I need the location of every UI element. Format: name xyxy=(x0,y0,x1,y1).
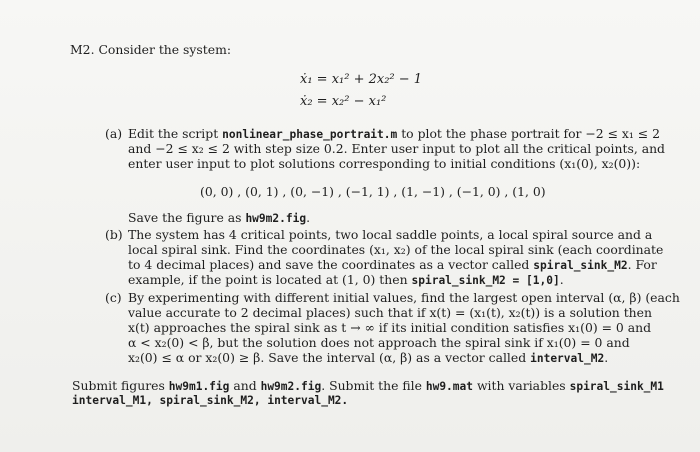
part-a-text: Save the figure as xyxy=(128,210,246,225)
part-a-text: to plot the phase portrait for −2 ≤ x₁ ≤ 2 xyxy=(397,126,661,141)
part-a-text: Edit the script xyxy=(128,126,223,141)
part-c-line-2: value accurate to 2 decimal places) such that if x(t) = (x₁(t), x₂(t)) is a solution then xyxy=(128,305,652,320)
part-c-line-1: By experimenting with different initial values, find the largest open interval (α, β) (each xyxy=(128,290,680,305)
mat-filename: hw9.mat xyxy=(425,380,473,393)
problem-heading: M2. Consider the system: xyxy=(70,42,231,57)
submit-text: with variables xyxy=(473,378,570,393)
part-a-line-1 xyxy=(128,126,660,142)
variable-name: interval_M2 xyxy=(530,352,605,365)
part-b-line-2: local spiral sink. Find the coordinates (x₁, x₂) of the local spiral sink (each coordinate xyxy=(128,242,664,257)
submit-line-2: interval_M1, spiral_sink_M2, interval_M2. xyxy=(72,394,349,407)
part-b-label: (b) xyxy=(105,227,123,242)
part-c-text: . xyxy=(604,350,609,365)
part-b-line-1: The system has 4 critical points, two local saddle points, a local spiral source and a xyxy=(128,227,653,242)
equation-2: ẋ₂ = x₂² − x₁² xyxy=(300,94,387,109)
part-c-line-5 xyxy=(128,350,608,366)
part-a-save-line xyxy=(128,210,310,226)
part-c-text: x₂(0) ≤ α or x₂(0) ≥ β. Save the interval (α, β) as a vector called xyxy=(128,350,531,365)
initial-conditions-list: (0, 0) , (0, 1) , (0, −1) , (−1, 1) , (1, −1) , (−1, 0) , (1, 0) xyxy=(200,184,546,199)
part-a-line-3: enter user input to plot solutions corresponding to initial conditions (x₁(0), x₂(0)): xyxy=(128,156,641,171)
figure-filename: hw9m1.fig xyxy=(168,380,230,393)
figure-filename: hw9m2.fig xyxy=(260,380,322,393)
variable-name: spiral_sink_M1 xyxy=(569,380,664,393)
part-a-label: (a) xyxy=(105,126,123,141)
figure-filename: hw9m2.fig xyxy=(245,212,307,225)
part-b-text: example, if the point is located at (1, 0) then xyxy=(128,272,412,287)
part-c-line-3: x(t) approaches the spiral sink as t → ∞ if its initial condition satisfies x₁(0) = 0 and xyxy=(128,320,652,335)
part-b-text: . For xyxy=(627,257,657,272)
part-b-text: . xyxy=(559,272,564,287)
script-name: nonlinear_phase_portrait.m xyxy=(222,128,398,141)
variable-name: spiral_sink_M2 xyxy=(533,259,628,272)
part-b-text: to 4 decimal places) and save the coordinates as a vector called xyxy=(128,257,534,272)
part-a-text: . xyxy=(306,210,311,225)
part-c-label: (c) xyxy=(105,290,122,305)
part-c-line-4: α < x₂(0) < β, but the solution does not approach the spiral sink if x₁(0) = 0 and xyxy=(128,335,630,350)
submit-line-1 xyxy=(72,378,664,394)
equation-1: ẋ₁ = x₁² + 2x₂² − 1 xyxy=(300,72,423,87)
part-b-line-4 xyxy=(128,272,564,288)
part-a-line-2: and −2 ≤ x₂ ≤ 2 with step size 0.2. Enter user input to plot all the critical points, and xyxy=(128,141,665,156)
example-code: spiral_sink_M2 = [1,0] xyxy=(411,274,560,287)
part-b-line-3 xyxy=(128,257,657,273)
submit-text: and xyxy=(229,378,261,393)
submit-text: . Submit the file xyxy=(321,378,426,393)
submit-text: Submit figures xyxy=(72,378,169,393)
